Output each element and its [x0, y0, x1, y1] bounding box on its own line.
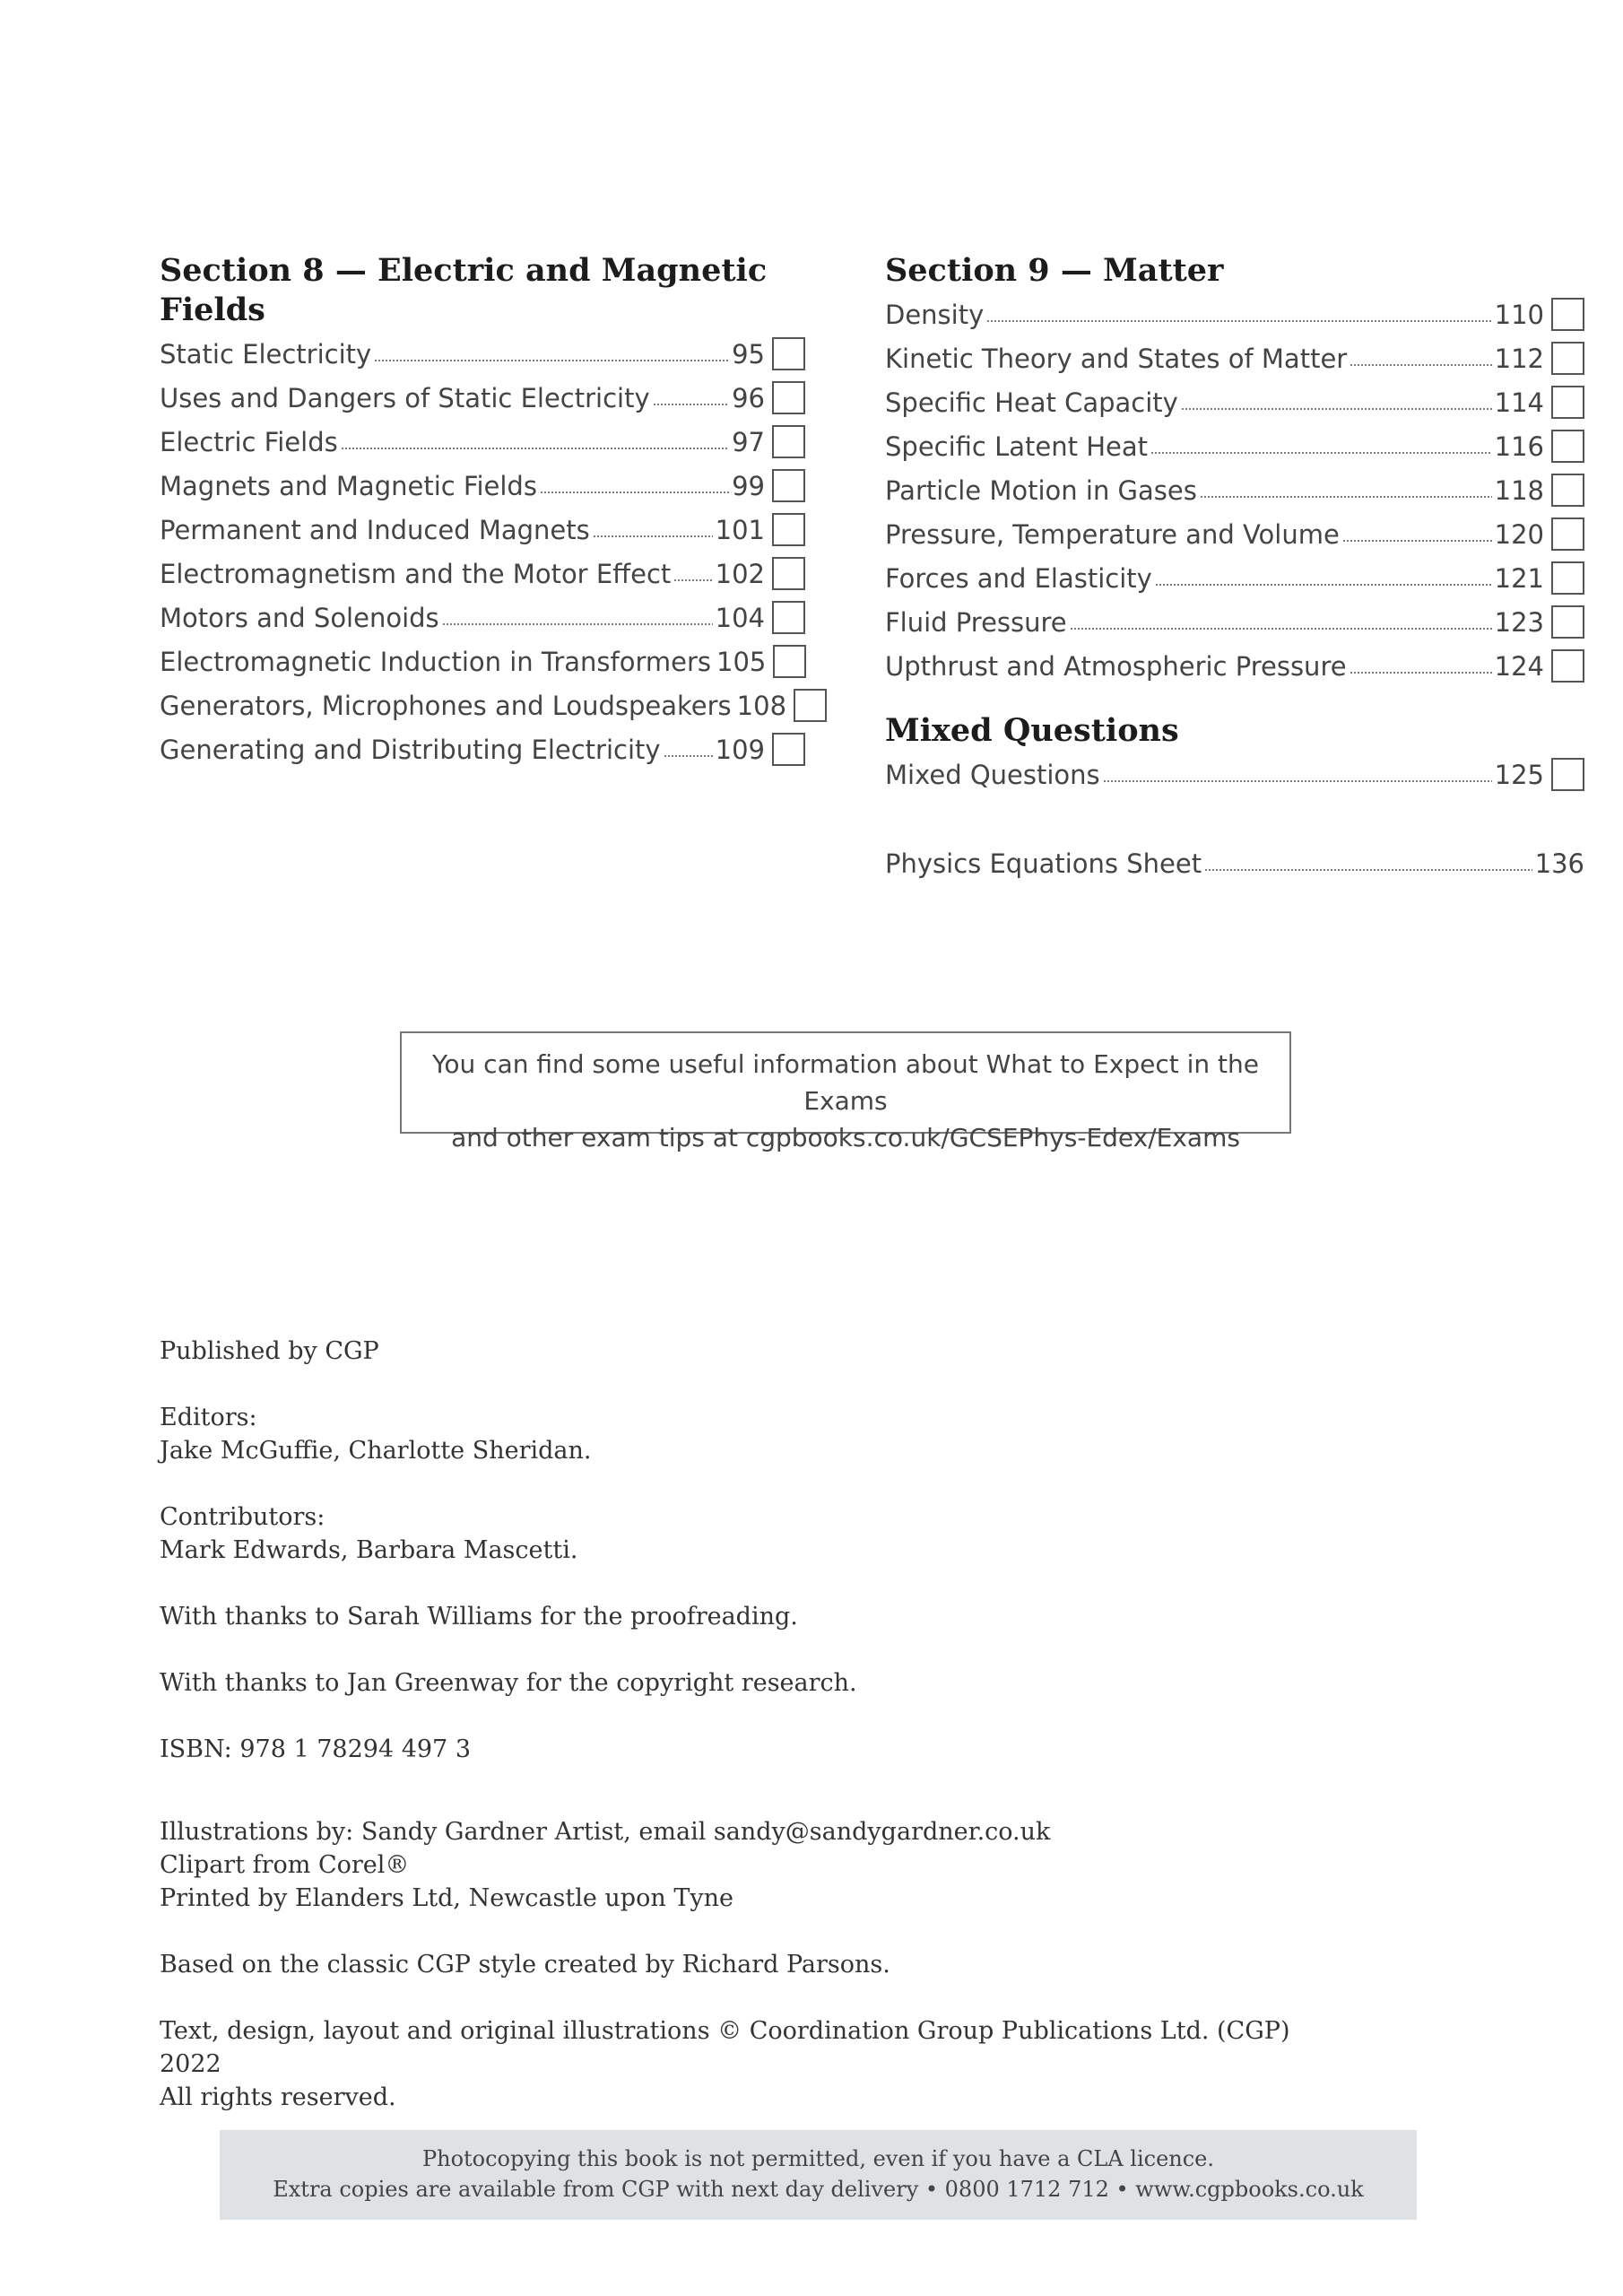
- toc-entry-title: Forces and Elasticity: [885, 562, 1152, 594]
- toc-entry-title: Pressure, Temperature and Volume: [885, 518, 1340, 550]
- section-8-title: Section 8 — Electric and Magnetic Fields: [160, 252, 768, 328]
- style-credit: Based on the classic CGP style created by Richard Parsons.: [160, 1951, 890, 1979]
- progress-checkbox[interactable]: [1551, 386, 1584, 419]
- toc-entry-title: Fluid Pressure: [885, 606, 1067, 638]
- contributors-label: Contributors:: [160, 1503, 325, 1531]
- toc-entry-page: 96: [732, 382, 765, 413]
- extra-copies-notice: Extra copies are available from CGP with next day delivery • 0800 1712 712 • www.cgpbooks.co.uk: [273, 2177, 1364, 2202]
- toc-entry-page: 104: [715, 602, 765, 633]
- progress-checkbox[interactable]: [1551, 561, 1584, 595]
- section-9-list: [885, 292, 1584, 688]
- toc-entry-page: 105: [716, 646, 767, 677]
- toc-entry-page: 108: [736, 690, 787, 721]
- toc-entry: [885, 468, 1584, 512]
- toc-entry-title: Kinetic Theory and States of Matter: [885, 343, 1348, 374]
- contributors-names: Mark Edwards, Barbara Mascetti.: [160, 1536, 578, 1564]
- toc-entry: [885, 424, 1584, 468]
- toc-entry-title: Motors and Solenoids: [160, 602, 439, 633]
- section-9-title: Section 9 — Matter: [885, 252, 1224, 289]
- progress-checkbox[interactable]: [772, 557, 805, 590]
- dot-leader: [1150, 452, 1492, 454]
- toc-entry-page: 99: [732, 470, 765, 501]
- illustrations-credit: Illustrations by: Sandy Gardner Artist, email sandy@sandygardner.co.uk: [160, 1818, 1051, 1846]
- progress-checkbox[interactable]: [1551, 474, 1584, 507]
- toc-entry-page: 121: [1494, 562, 1544, 594]
- isbn: ISBN: 978 1 78294 497 3: [160, 1735, 471, 1763]
- progress-checkbox[interactable]: [772, 425, 805, 458]
- toc-entry-title: Static Electricity: [160, 338, 372, 370]
- progress-checkbox[interactable]: [1551, 758, 1584, 791]
- toc-entry-equations: [885, 841, 1584, 885]
- equations-sheet-list: [885, 841, 1584, 885]
- progress-checkbox[interactable]: [1551, 517, 1584, 551]
- toc-entry-title: Physics Equations Sheet: [885, 848, 1202, 879]
- editors-names: Jake McGuffie, Charlotte Sheridan.: [160, 1437, 592, 1465]
- progress-checkbox[interactable]: [772, 733, 805, 766]
- toc-entry-page: 136: [1534, 848, 1584, 879]
- toc-entry: [160, 596, 805, 639]
- toc-entry: [160, 639, 805, 683]
- exam-tips-line-1: You can find some useful information about What to Expect in the Exams: [432, 1049, 1259, 1116]
- toc-entry-title: Electromagnetism and the Motor Effect: [160, 558, 672, 589]
- exam-tips-box: [400, 1031, 1291, 1152]
- toc-entry-page: 116: [1494, 430, 1544, 462]
- mixed-questions-list: [885, 752, 1584, 796]
- exam-tips-line-2: and other exam tips at cgpbooks.co.uk/GCSEPhys-Edex/Exams: [451, 1123, 1240, 1152]
- toc-entry: [885, 380, 1584, 424]
- toc-entry-title: Permanent and Induced Magnets: [160, 514, 590, 545]
- toc-section-9: [885, 251, 1584, 885]
- photocopy-notice: Photocopying this book is not permitted, even if you have a CLA licence.: [421, 2146, 1215, 2171]
- dot-leader: [593, 535, 713, 537]
- toc-entry: [885, 752, 1584, 796]
- progress-checkbox[interactable]: [772, 381, 805, 414]
- toc-entry: [160, 552, 805, 596]
- dot-leader: [1155, 584, 1492, 586]
- toc-entry-page: 97: [732, 426, 765, 457]
- toc-entry-title: Magnets and Magnetic Fields: [160, 470, 537, 501]
- progress-checkbox[interactable]: [1551, 298, 1584, 331]
- toc-entry-title: Particle Motion in Gases: [885, 474, 1197, 506]
- toc-entry-title: Specific Heat Capacity: [885, 387, 1178, 418]
- dot-leader: [1070, 628, 1492, 630]
- copyright-notice: Text, design, layout and original illustrations © Coordination Group Publications Ltd. (CGP) 2022: [160, 2017, 1290, 2078]
- progress-checkbox[interactable]: [1551, 342, 1584, 375]
- progress-checkbox[interactable]: [772, 337, 805, 370]
- dot-leader: [1350, 364, 1491, 366]
- progress-checkbox[interactable]: [1551, 430, 1584, 463]
- section-8-list: [160, 332, 805, 771]
- toc-entry-title: Mixed Questions: [885, 759, 1100, 790]
- toc-entry-page: 124: [1494, 650, 1544, 682]
- toc-entry: [160, 376, 805, 420]
- progress-checkbox[interactable]: [772, 469, 805, 502]
- progress-checkbox[interactable]: [772, 601, 805, 634]
- toc-entry-title: Electric Fields: [160, 426, 338, 457]
- dot-leader: [986, 320, 1491, 322]
- dot-leader: [442, 623, 713, 625]
- dot-leader: [1342, 540, 1492, 542]
- toc-entry: [160, 464, 805, 508]
- printer-credit: Printed by Elanders Ltd, Newcastle upon Tyne: [160, 1884, 733, 1912]
- toc-entry-title: Density: [885, 299, 985, 330]
- publication-credits: [160, 1335, 1325, 2147]
- dot-leader: [540, 491, 729, 493]
- dot-leader: [1181, 408, 1492, 410]
- toc-section-8: [160, 251, 805, 771]
- dot-leader: [673, 579, 712, 581]
- dot-leader: [653, 404, 729, 405]
- toc-entry: [160, 332, 805, 376]
- toc-entry-page: 120: [1494, 518, 1544, 550]
- toc-entry-page: 101: [715, 514, 765, 545]
- toc-entry-page: 95: [732, 338, 765, 370]
- toc-entry: [885, 336, 1584, 380]
- mixed-questions-title: Mixed Questions: [885, 712, 1179, 749]
- toc-entry: [885, 512, 1584, 556]
- toc-entry-title: Electromagnetic Induction in Transformers: [160, 646, 712, 677]
- toc-entry-title: Generators, Microphones and Loudspeakers: [160, 690, 732, 721]
- clipart-credit: Clipart from Corel®: [160, 1851, 410, 1879]
- progress-checkbox[interactable]: [1551, 605, 1584, 639]
- dot-leader: [1200, 496, 1492, 498]
- progress-checkbox[interactable]: [794, 689, 827, 722]
- toc-entry-page: 102: [715, 558, 765, 589]
- toc-entry-page: 114: [1494, 387, 1544, 418]
- toc-entry-page: 123: [1494, 606, 1544, 638]
- editors-label: Editors:: [160, 1404, 257, 1431]
- toc-entry-title: Specific Latent Heat: [885, 430, 1148, 462]
- progress-checkbox[interactable]: [773, 645, 806, 678]
- toc-entry: [160, 420, 805, 464]
- dot-leader: [1204, 869, 1532, 871]
- progress-checkbox[interactable]: [772, 513, 805, 546]
- toc-entry: [160, 683, 805, 727]
- dot-leader: [1103, 780, 1492, 782]
- published-by: Published by CGP: [160, 1337, 379, 1365]
- toc-entry: [160, 727, 805, 771]
- proofreading-thanks: With thanks to Sarah Williams for the proofreading.: [160, 1603, 798, 1631]
- toc-entry-page: 125: [1494, 759, 1544, 790]
- toc-entry-page: 112: [1494, 343, 1544, 374]
- copyright-research-thanks: With thanks to Jan Greenway for the copyright research.: [160, 1669, 857, 1697]
- toc-entry: [885, 292, 1584, 336]
- toc-entry-title: Uses and Dangers of Static Electricity: [160, 382, 650, 413]
- progress-checkbox[interactable]: [1551, 649, 1584, 683]
- toc-entry: [885, 556, 1584, 600]
- dot-leader: [374, 360, 729, 361]
- toc-entry: [885, 644, 1584, 688]
- toc-entry-page: 109: [715, 734, 765, 765]
- photocopy-notice-banner: [220, 2130, 1417, 2220]
- dot-leader: [341, 448, 729, 449]
- toc-entry-title: Generating and Distributing Electricity: [160, 734, 661, 765]
- toc-entry-title: Upthrust and Atmospheric Pressure: [885, 650, 1347, 682]
- dot-leader: [1350, 672, 1492, 674]
- toc-entry-page: 110: [1494, 299, 1544, 330]
- toc-entry: [885, 600, 1584, 644]
- dot-leader: [664, 755, 713, 757]
- rights-reserved: All rights reserved.: [160, 2083, 396, 2111]
- toc-entry-page: 118: [1494, 474, 1544, 506]
- toc-entry: [160, 508, 805, 552]
